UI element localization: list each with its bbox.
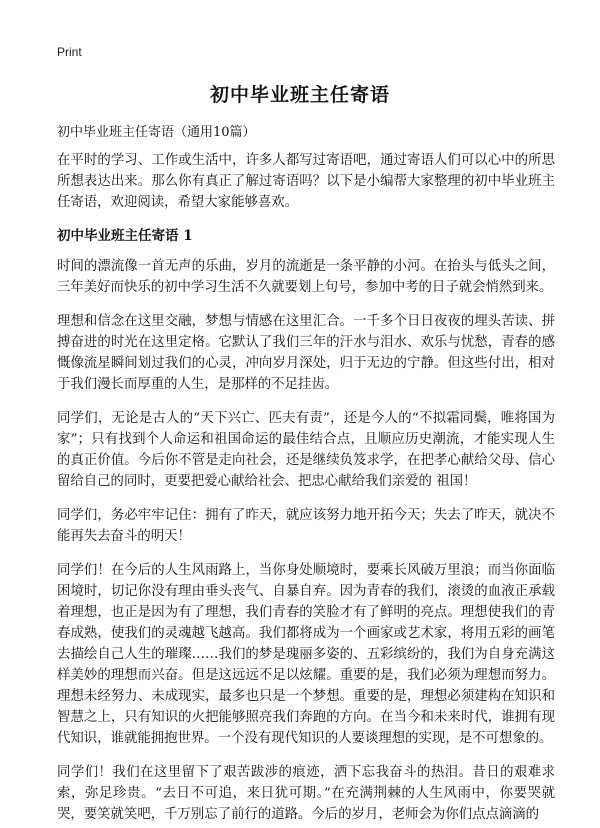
body-paragraph: 理想和信念在这里交融，梦想与情感在这里汇合。一千多个日日夜夜的埋头苦读、拼搏奋进的时光在这里定格。它默认了我们三年的汗水与泪水、欢乐与忧愁，青春的感慨像流星瞬间划过我们的心灵，冲向岁月深处，归于无边的宁静。但这些付出，相对于我们漫长而厚重的人生，是那样的不足挂齿。: [57, 314, 555, 392]
body-paragraph: 时间的漂流像一首无声的乐曲，岁月的流逝是一条平静的小河。在抬头与低头之间，三年美好而快乐的初中学习生活不久就要划上句号，参加中考的日子就会悄然到来。: [57, 259, 555, 295]
body-paragraph: 同学们！我们在这里留下了艰苦跋涉的痕迹，洒下忘我奋斗的热泪。昔日的艰难求索，弥足珍贵。“去日不可追，来日犹可期。”在充满荆棘的人生风雨中，你要哭就哭，要笑就笑吧，千万别忘了前行的道路。今后的岁月，老师会为你们点点滴滴的: [57, 765, 555, 822]
print-link[interactable]: Print: [57, 45, 82, 59]
body-paragraph: 同学们，务必牢牢记住：拥有了昨天，就应该努力地开拓今天；失去了昨天，就决不能再失去奋斗的明天！: [57, 508, 555, 544]
body-paragraph: 同学们，无论是古人的“天下兴亡、匹夫有责”，还是今人的“不拟霜同鬓，唯将国为家”；只有找到个人命运和祖国命运的最佳结合点，且顺应历史潮流，才能实现人生的真正价值。今后你不管是走向社会，还是继续负笈求学，在把孝心献给父母、信心留给自己的同时，更要把爱心献给社会、把忠心献给我们亲爱的 祖国！: [57, 411, 555, 489]
body-paragraph: 同学们！在今后的人生风雨路上，当你身处顺境时，要乘长风破万里浪；而当你面临困境时，切记你没有理由垂头丧气、自暴自弃。因为青春的我们，滚烫的血液正承载着理想，也正是因为有了理想，我们青春的笑脸才有了鲜明的亮点。理想使我们的青春成熟，使我们的灵魂越飞越高。我们都将成为一个画家或艺术家，将用五彩的画笔去描绘自己人生的璀璨……我们的梦是瑰丽多姿的、五彩缤纷的，我们为自身充满这样美妙的理想而兴奋。但是这远远不足以炫耀。重要的是，我们必须为理想而努力。理想未经努力、未成现实，最多也只是一个梦想。重要的是，理想必须建构在知识和智慧之上，只有知识的火把能够照亮我们奔跑的方向。在当今和未来时代，谁拥有现代知识，谁就能拥抱世界。一个没有现代知识的人要谈理想的实现，是不可想象的。: [57, 563, 555, 746]
page-title: 初中毕业班主任寄语: [209, 84, 390, 106]
document-subtitle: 初中毕业班主任寄语（通用10篇）: [57, 125, 256, 140]
article-body: [57, 150, 555, 828]
intro-paragraph: 在平时的学习、工作或生活中，许多人都写过寄语吧，通过寄语人们可以心中的所思所想表达出来。那么你有真正了解过寄语吗？以下是小编帮大家整理的初中毕业班主任寄语，欢迎阅读，希望大家能够喜欢。: [57, 153, 555, 210]
section-heading: 初中毕业班主任寄语 1: [57, 228, 193, 244]
